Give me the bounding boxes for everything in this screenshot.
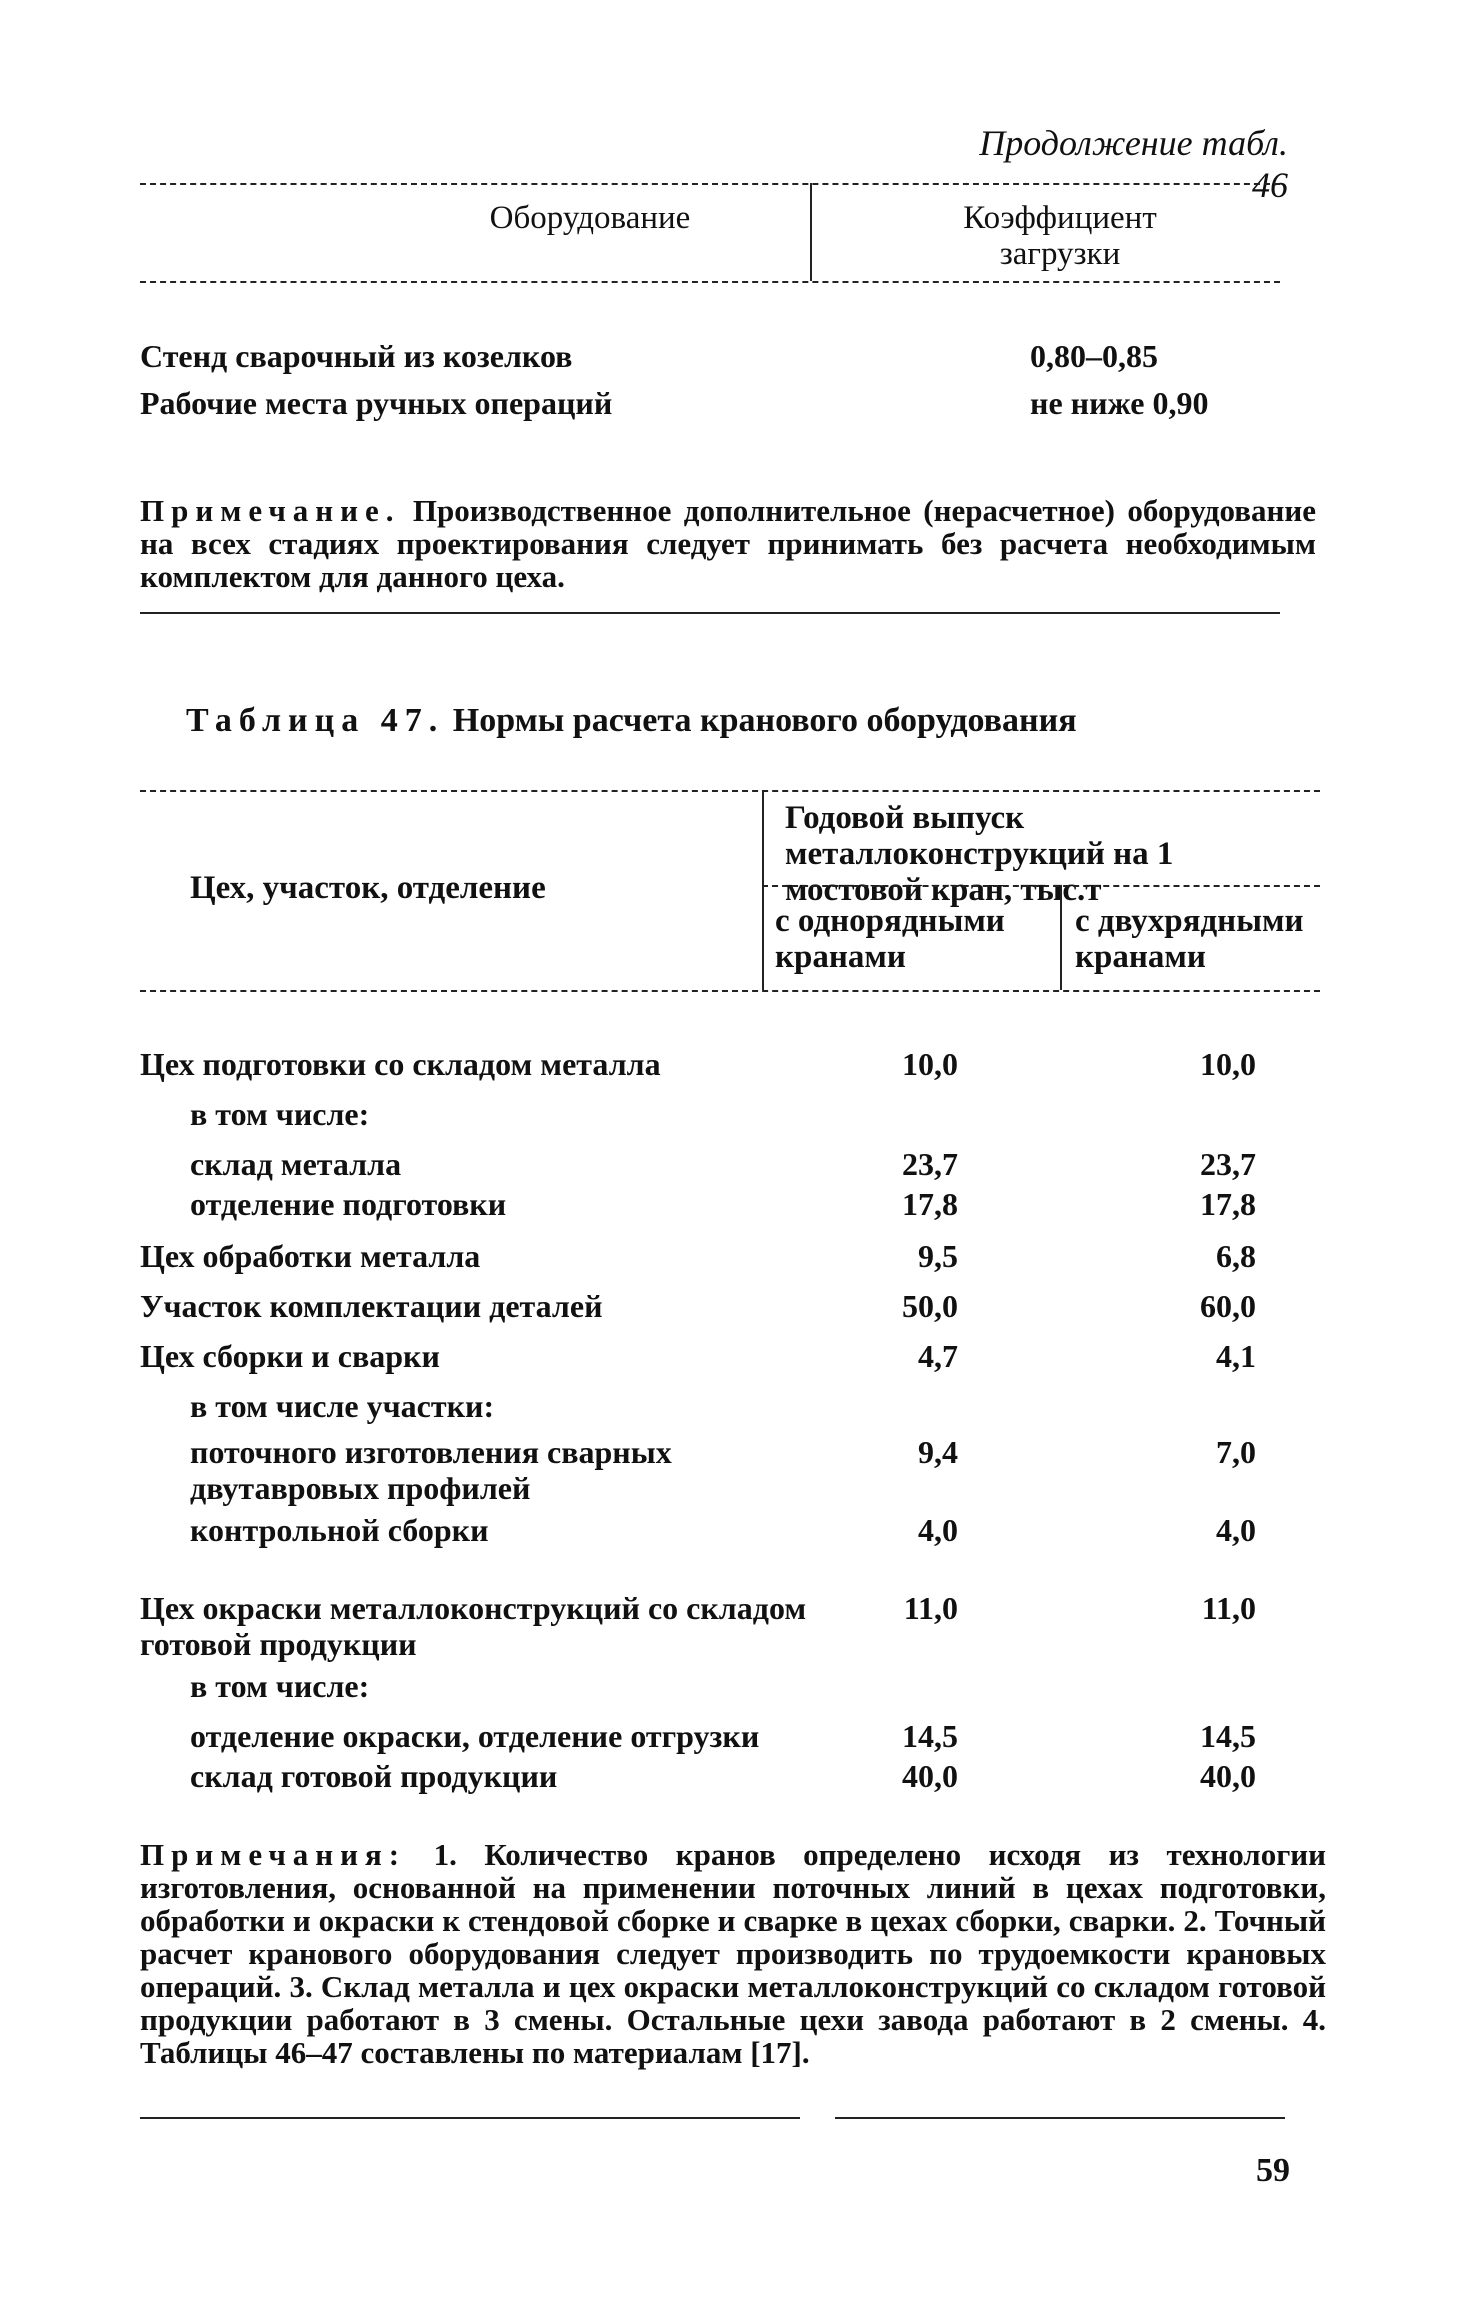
table-46-row-value: 0,80–0,85: [1030, 338, 1158, 374]
table-47-header-single-row: с однорядными кранами: [775, 903, 1005, 975]
table-47-row-v1: 4,0: [918, 1512, 958, 1548]
table-47-divider-right: [1060, 885, 1062, 990]
table-47-row-name: Цех подготовки со складом металла: [140, 1046, 661, 1082]
table-47-row-v1: 14,5: [902, 1718, 958, 1754]
table-47-row-name: в том числе:: [190, 1668, 370, 1704]
table-46-row-value: не ниже 0,90: [1030, 385, 1209, 421]
table-46-note: [140, 494, 1316, 593]
table-47-row-v2: 10,0: [1200, 1046, 1256, 1082]
footnote-rule-right: [835, 2117, 1285, 2119]
table-47-row-name: контрольной сборки: [190, 1512, 489, 1548]
table-47-row-v2: 23,7: [1200, 1146, 1256, 1182]
table-47-row-name: в том числе:: [190, 1096, 370, 1132]
table-47-row-v1: 10,0: [902, 1046, 958, 1082]
table-47-row-name: отделение подготовки: [190, 1186, 507, 1222]
table-47-header-shop: Цех, участок, отделение: [190, 870, 546, 906]
table-47-row-name: склад готовой продукции: [190, 1758, 558, 1794]
table-47-row-v2: 6,8: [1216, 1238, 1256, 1274]
table-47-row-name: Участок комплектации деталей: [140, 1288, 603, 1324]
table-47-row-v2: 14,5: [1200, 1718, 1256, 1754]
table-47-row-v1: 17,8: [902, 1186, 958, 1222]
table-47-row-name: склад металла: [190, 1146, 402, 1182]
table-47-row-v2: 40,0: [1200, 1758, 1256, 1794]
table-46-column-divider: [810, 183, 812, 281]
page-number: 59: [1256, 2152, 1290, 2189]
table-47-row-v1: 11,0: [903, 1590, 958, 1626]
table-47-divider-left: [762, 790, 764, 990]
table-47-row-v2: 11,0: [1201, 1590, 1256, 1626]
table-continuation-caption: Продолжение табл. 46: [979, 123, 1288, 205]
table-47-row-v1: 4,7: [918, 1338, 958, 1374]
table-47-row-name: Цех окраски металлоконструкций со складом готовой продукции: [140, 1590, 807, 1662]
table-47-row-v1: 23,7: [902, 1146, 958, 1182]
table-46-header-equipment: Оборудование: [489, 200, 691, 236]
table-47-header-output: Годовой выпуск металлоконструкций на 1 мостовой кран, тыс.т: [785, 800, 1174, 908]
table-47-row-name: поточного изготовления сварных двутавровых профилей: [190, 1434, 672, 1506]
table-47-row-v2: 4,0: [1216, 1512, 1256, 1548]
table-46-header-rule: [140, 281, 1280, 283]
table-47-header-bottom-rule: [140, 990, 1320, 992]
table-47-title-text: Нормы расчета кранового оборудования: [444, 702, 1077, 739]
table-47-title-label: Таблица 47.: [186, 702, 445, 739]
table-47-top-rule: [140, 790, 1320, 792]
footnote-rule-left: [140, 2117, 800, 2119]
table-46-row-name: Стенд сварочный из козелков: [140, 338, 573, 374]
table-47-notes-text: 1. Количество кранов определено исходя из технологии изготовления, основанной на применении поточных линий в цехах подготовки, обработки и окраски к стендовой сборке и сварке в цехах сборки, сварки. 2. Точный расчет кранового оборудования следует производить по трудоемкости крановых операций. 3. Склад металла и цех окраски металлоконструкций со складом готовой продукции работают в 3 смены. Остальные цехи завода работают в 2 смены. 4. Таблицы 46–47 составлены по материалам [17].: [140, 1837, 1326, 2070]
table-47-row-v1: 50,0: [902, 1288, 958, 1324]
table-47-row-v1: 9,4: [918, 1434, 958, 1470]
table-47-row-v2: 4,1: [1216, 1338, 1256, 1374]
table-47-notes: [140, 1838, 1326, 2069]
table-47-row-v2: 17,8: [1200, 1186, 1256, 1222]
table-47-row-v2: 60,0: [1200, 1288, 1256, 1324]
table-46-note-text: Производственное дополнительное (нерасчетное) оборудование на всех стадиях проектирования следует принимать без расчета необходимым комплектом для данного цеха.: [140, 493, 1316, 594]
table-46-row-name: Рабочие места ручных операций: [140, 385, 613, 421]
table-47-header-double-row: с двухрядными кранами: [1075, 903, 1304, 975]
table-47-row-name: Цех обработки металла: [140, 1238, 481, 1274]
table-46-bottom-rule: [140, 612, 1280, 614]
table-46-note-label: Примечание.: [140, 493, 401, 528]
table-47-row-name: отделение окраски, отделение отгрузки: [190, 1718, 760, 1754]
table-47-row-name: Цех сборки и сварки: [140, 1338, 440, 1374]
table-47-row-name: в том числе участки:: [190, 1388, 495, 1424]
table-47-subheader-rule: [762, 885, 1320, 887]
table-47-title: [186, 702, 1286, 740]
table-47-row-v1: 9,5: [918, 1238, 958, 1274]
table-47-row-v2: 7,0: [1216, 1434, 1256, 1470]
table-46-top-rule: [140, 183, 1280, 185]
table-47-row-v1: 40,0: [902, 1758, 958, 1794]
table-47-notes-label: Примечания:: [140, 1837, 407, 1872]
table-46-header-coefficient: Коэффициент загрузки: [963, 200, 1157, 272]
